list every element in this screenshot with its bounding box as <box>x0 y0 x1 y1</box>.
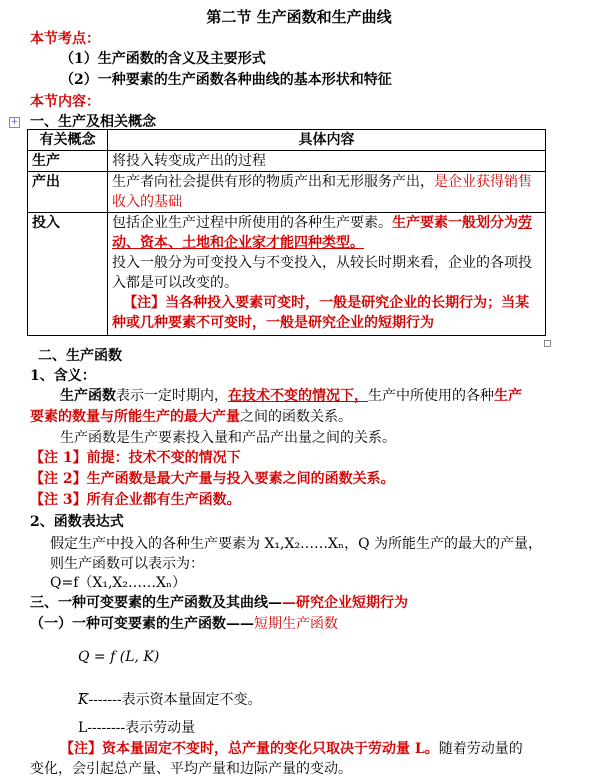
table-resize-handle-icon[interactable] <box>544 340 551 347</box>
k-symbol: K <box>78 692 89 708</box>
sub-highlight: 短期生产函数 <box>254 616 338 632</box>
kaodian-item-2: （2）一种要素的生产函数各种曲线的基本形状和特征 <box>60 72 392 88</box>
section3-sub <box>30 613 338 633</box>
note-text: 前提：技术不变的情况下 <box>86 450 241 466</box>
table-header-concept: 有关概念 <box>28 130 108 151</box>
note-2 <box>30 468 395 488</box>
final-note-line-2: 变化，会引起总产量、平均产量和边际产量的变动。 <box>30 761 352 777</box>
concept-cell: 产出 <box>28 172 108 213</box>
section2-sub2: 2、函数表达式 <box>30 514 124 530</box>
concepts-table <box>27 129 546 336</box>
def-condition: 在技术不变的情况下， <box>228 388 368 404</box>
content-text-highlight: 是企业获得销售收入的基础 <box>112 174 532 210</box>
content-text: 生产者向社会提供有形的物质产出和无形服务产出， <box>112 174 434 190</box>
short-run-formula: Q = f (L, K) <box>78 649 160 665</box>
section1-heading: 一、生产及相关概念 <box>30 114 156 130</box>
definition-line-2 <box>30 406 352 426</box>
table-row <box>28 172 546 213</box>
note-text: 资本量固定不变时，总产量的变化只取决于劳动量 L。 <box>102 741 439 757</box>
note-tag: 【注】 <box>60 741 102 757</box>
note-text: 生产函数是最大产量与投入要素之间的函数关系。 <box>86 471 395 487</box>
content-cell <box>108 172 546 213</box>
concept-cell: 生产 <box>28 151 108 172</box>
note-1 <box>30 447 241 467</box>
heading-text: 三、一种可变要素的生产函数及其曲线— <box>30 595 282 611</box>
note-tag: 【注 2】 <box>30 471 87 487</box>
k-text: -------表示资本量固定不变。 <box>88 692 262 708</box>
content-note: 【注】当各种投入要素可变时，一般是研究企业的长期行为；当某种或几种要素不可变时，一般是研究企业的短期行为 <box>112 295 530 331</box>
final-note-line-1 <box>60 738 523 758</box>
table-row <box>28 213 546 336</box>
table-header-row <box>28 130 546 151</box>
concept-cell: 投入 <box>28 213 108 336</box>
l-definition: L--------表示劳动量 <box>78 720 196 736</box>
kaodian-item-1: （1）生产函数的含义及主要形式 <box>60 51 266 67</box>
def-highlight: 生产 <box>494 388 522 404</box>
def-text: 之间的函数关系。 <box>240 409 352 425</box>
table-move-handle-icon[interactable]: + <box>10 117 19 127</box>
def-term: 生产函数 <box>60 388 116 404</box>
content-text-underlined: 劳动、资本、土地和企业家才能四种类型。 <box>112 215 532 251</box>
neirong-label: 本节内容： <box>30 94 100 110</box>
def-text: 表示一定时期内， <box>116 388 228 404</box>
note-3 <box>30 489 241 509</box>
content-text: 包括企业生产过程中所使用的各种生产要素。 <box>112 215 392 231</box>
content-paragraph <box>112 213 541 253</box>
content-text-highlight: 生产要素一般划分为 <box>392 215 518 231</box>
expression-line-2: 则生产函数可以表示为： <box>50 556 204 572</box>
section3-heading <box>30 592 408 612</box>
k-definition <box>78 689 262 709</box>
content-cell: 将投入转变成产出的过程 <box>108 151 546 172</box>
table-header-content: 具体内容 <box>108 130 546 151</box>
table-row <box>28 151 546 172</box>
heading-highlight: —研究企业短期行为 <box>282 595 408 611</box>
content-cell <box>108 213 546 336</box>
note-tag: 【注 3】 <box>30 492 87 508</box>
expression-line-1: 假定生产中投入的各种生产要素为 X₁,X₂……Xₙ，Q 为所能生产的最大的产量， <box>50 536 543 552</box>
section2-heading: 二、生产函数 <box>38 348 122 364</box>
content-paragraph: 投入一般分为可变投入与不变投入，从较长时期来看，企业的各项投入都是可以改变的。 <box>112 255 532 291</box>
def-text: 生产中所使用的各种 <box>368 388 494 404</box>
kaodian-label: 本节考点： <box>30 31 100 47</box>
def-highlight: 要素的数量与所能生产的最大产量 <box>30 409 240 425</box>
page-title: 第二节 生产函数和生产曲线 <box>206 8 392 26</box>
section2-sub1: 1、含义： <box>30 368 96 384</box>
note-text-plain: 随着劳动量的 <box>438 741 523 757</box>
note-text: 所有企业都有生产函数。 <box>86 492 241 508</box>
definition-2: 生产函数是生产要素投入量和产品产出量之间的关系。 <box>60 430 396 446</box>
expression-formula: Q=f（X₁,X₂……Xₙ） <box>50 575 187 591</box>
note-tag: 【注 1】 <box>30 450 87 466</box>
sub-text: （一）一种可变要素的生产函数—— <box>30 616 254 632</box>
definition-line-1 <box>60 385 522 405</box>
